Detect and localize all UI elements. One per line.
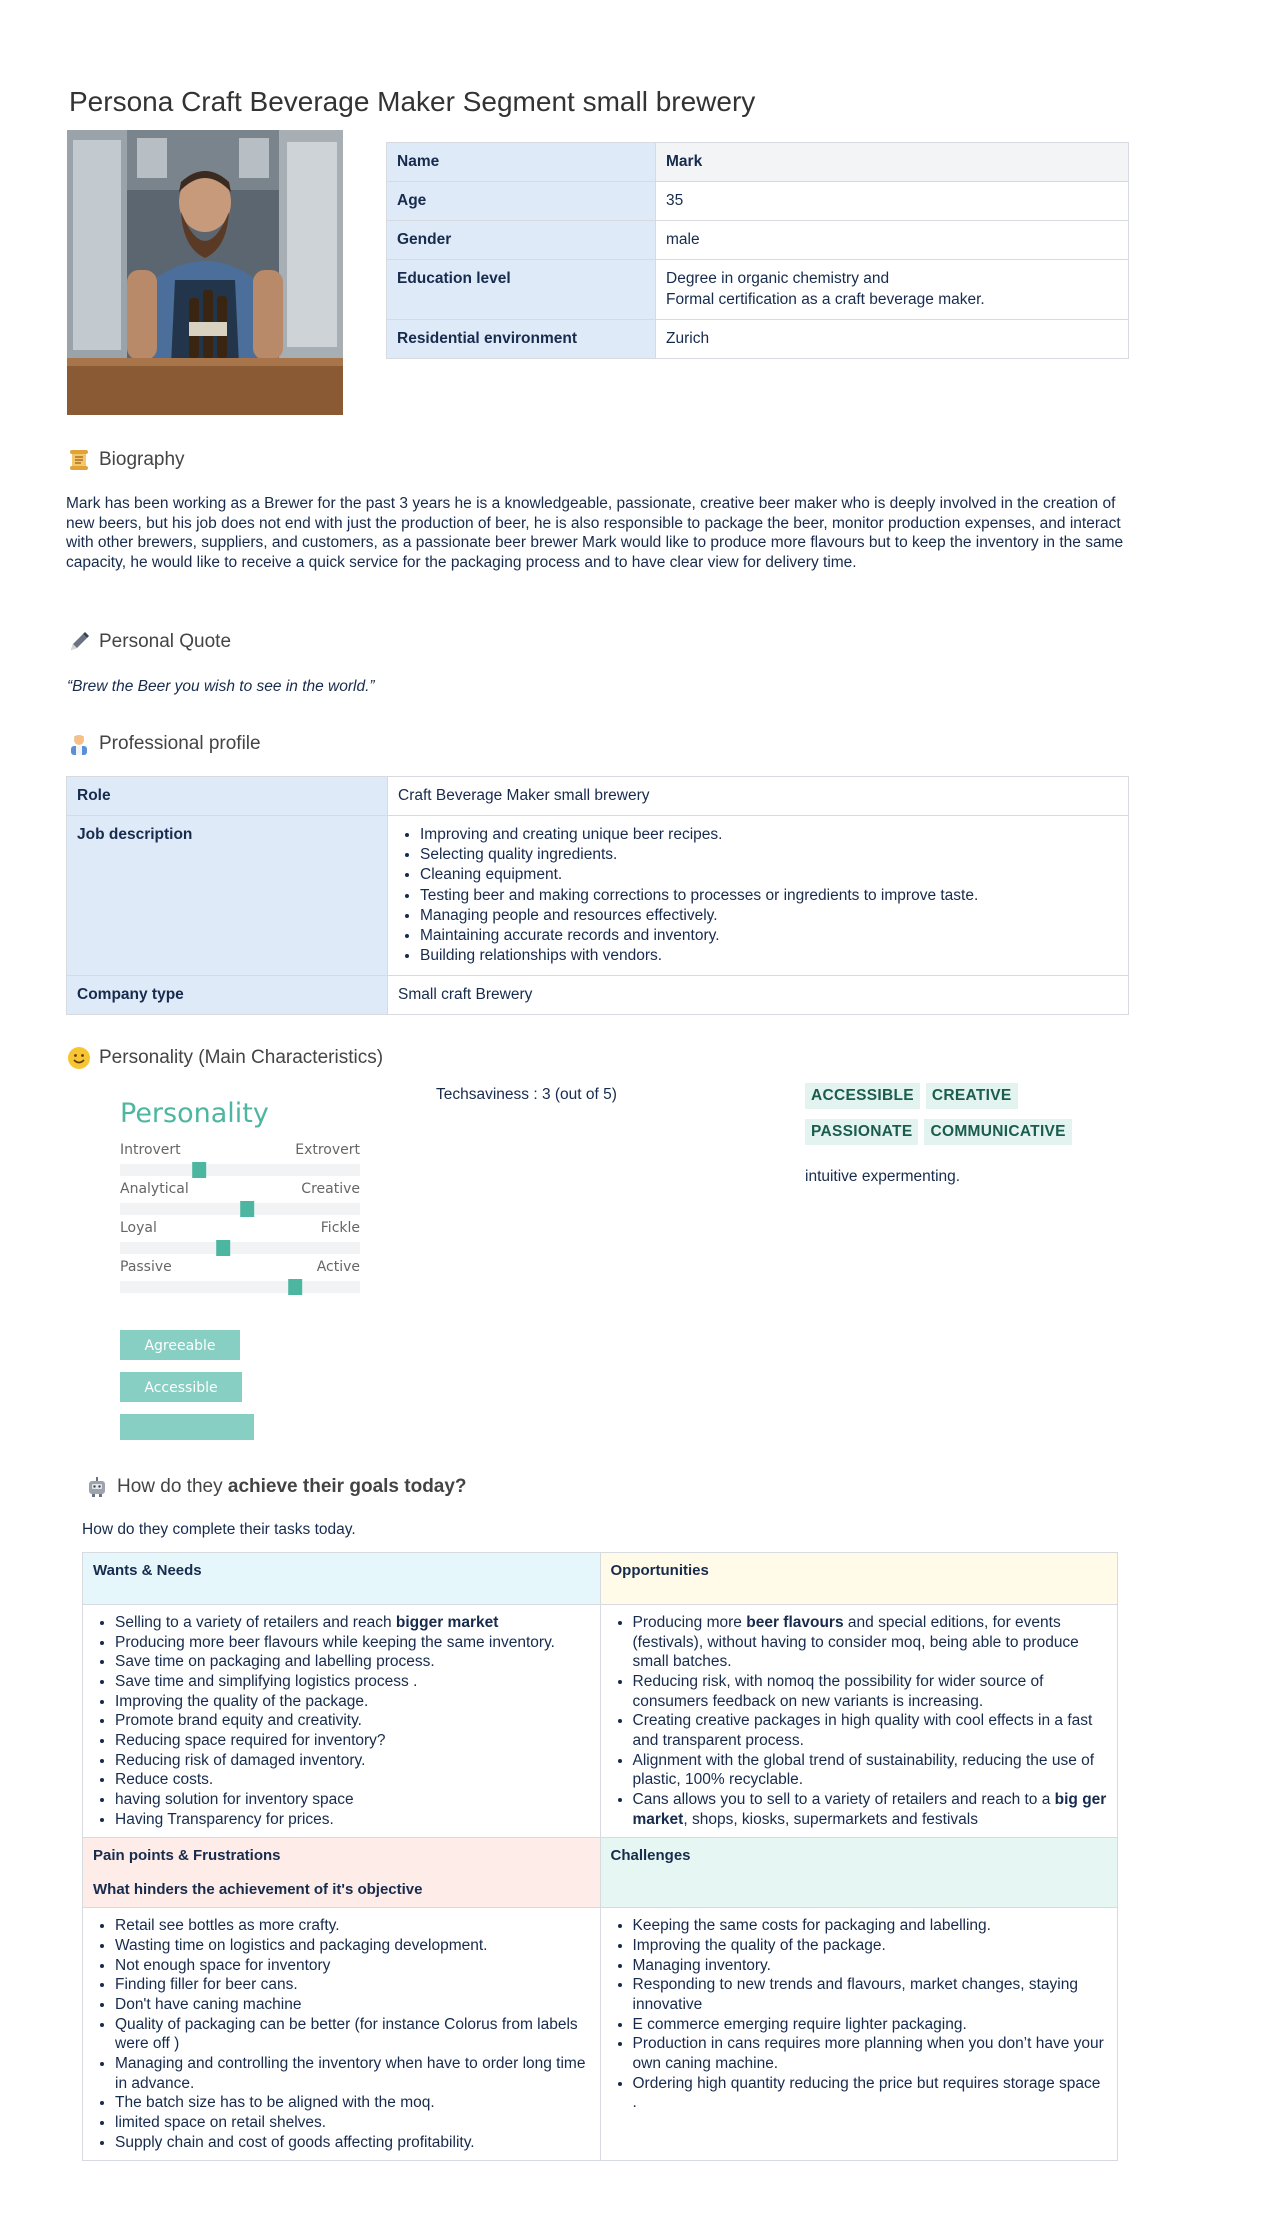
list-item	[115, 1692, 590, 1712]
list-item	[115, 1711, 590, 1731]
section-title: Personality (Main Characteristics)	[99, 1047, 384, 1068]
personality-chip-label: Accessible	[144, 1380, 218, 1396]
wants-cell	[83, 1605, 601, 1838]
goals-title-bold: achieve their goals today?	[227, 1476, 467, 1497]
list-item-text: Cans allows you to sell to a variety of retailers and reach to a	[632, 1791, 1055, 1809]
table-row	[83, 1553, 1118, 1605]
goals-title	[117, 1475, 467, 1500]
list-item	[633, 1936, 1108, 1956]
list-item-text: Selling to a variety of retailers and reach	[115, 1614, 396, 1631]
table-row	[67, 976, 1129, 1015]
list-item	[115, 2133, 590, 2153]
list-item-text: Creating creative packages in high quality with cool effects in a fast and transparent process.	[632, 1712, 1093, 1750]
biography-heading	[67, 448, 185, 473]
list-item-text: The batch size has to be aligned with the moq.	[115, 2094, 435, 2112]
list-item-text: Managing and controlling the inventory when have to order long time in advance.	[115, 2055, 586, 2092]
wants-list	[93, 1613, 590, 1829]
goals-grid	[82, 1552, 1118, 2161]
list-item-text: Wasting time on logistics and packaging development.	[115, 1937, 488, 1955]
company-label: Company type	[67, 976, 388, 1015]
personality-tag: PASSIONATE	[805, 1119, 918, 1145]
list-item	[115, 2093, 590, 2113]
slider-right-label: Fickle	[320, 1220, 360, 1236]
list-item	[115, 1672, 590, 1692]
list-item	[115, 1633, 590, 1653]
company-value: Small craft Brewery	[388, 976, 1129, 1015]
slider-handle	[240, 1201, 254, 1217]
table-row	[387, 260, 1129, 319]
pain-list	[93, 1916, 590, 2152]
wants-header: Wants & Needs	[83, 1553, 601, 1605]
list-item	[115, 1770, 590, 1790]
list-item-text: Don't have caning machine	[115, 1996, 302, 2014]
slider-track	[120, 1164, 360, 1176]
table-row	[67, 816, 1129, 976]
list-item-text: E commerce emerging require lighter packaging.	[632, 2015, 967, 2033]
section-title: Professional profile	[99, 733, 261, 754]
info-value: Zurich	[656, 319, 1129, 358]
list-item-text: Keeping the same costs for packaging and labelling.	[632, 1917, 991, 1935]
table-row	[67, 777, 1129, 816]
list-item: • Selecting quality ingredients.	[420, 845, 1118, 865]
slider-right-label: Creative	[301, 1181, 360, 1197]
pain-header	[83, 1838, 601, 1908]
pen-icon	[67, 630, 91, 654]
list-item	[633, 1672, 1108, 1711]
biography-text: Mark has been working as a Brewer for the past 3 years he is a knowledgeable, passionate, creative beer maker who is deeply involved in the creation of new beers, but his job does not end with just the production of beer, he is also responsible to package the beer, monitor production expenses, and interact with other brewers, suppliers, and customers, as a passionate beer brewer Mark would like to produce more flavours but to keep the inventory in the same capacity, he would like to receive a quick service for the packaging process and to have clear view for delivery time.	[66, 495, 1124, 572]
job-description	[388, 816, 1129, 976]
challenges-list	[611, 1916, 1108, 2113]
techsaviness-label: Techsaviness : 3 (out of 5)	[436, 1086, 617, 1103]
role-value: Craft Beverage Maker small brewery	[388, 777, 1129, 816]
challenges-header: Challenges	[600, 1838, 1118, 1908]
list-item-text: , shops, kiosks, supermarkets and festivals	[683, 1810, 978, 1828]
list-item	[633, 1956, 1108, 1976]
list-item-text: Retail see bottles as more crafty.	[115, 1917, 340, 1935]
personality-chart	[110, 1090, 380, 1440]
list-item	[115, 1810, 590, 1830]
list-item	[115, 1956, 590, 1976]
slider-handle	[288, 1279, 302, 1295]
list-item-text: Managing inventory.	[632, 1956, 771, 1974]
professional-table	[66, 776, 1129, 1015]
list-item	[633, 2034, 1108, 2073]
personality-note: intuitive expermenting.	[805, 1168, 961, 1185]
list-item	[115, 1613, 590, 1633]
list-item-text: having solution for inventory space	[115, 1791, 354, 1809]
list-item-bold: big ger market	[632, 1791, 1107, 1828]
personality-chart-title: Personality	[120, 1098, 269, 1129]
list-item	[115, 1936, 590, 1956]
list-item: • Building relationships with vendors.	[420, 946, 1118, 966]
list-item-text: Production in cans requires more planning when you don’t have your own caning machine.	[632, 2035, 1104, 2073]
list-item-text: Finding filler for beer cans.	[115, 1976, 298, 1994]
personal-quote: “Brew the Beer you wish to see in the world.”	[67, 678, 375, 695]
smiley-icon	[67, 1046, 91, 1070]
list-item-text: Not enough space for inventory	[115, 1956, 331, 1974]
personality-tag: COMMUNICATIVE	[924, 1119, 1071, 1145]
info-key: Name	[387, 143, 656, 182]
list-item-text: Improving the quality of the package.	[632, 1937, 886, 1955]
info-value: Mark	[656, 143, 1129, 182]
persona-info-table	[386, 142, 1129, 359]
table-row	[387, 182, 1129, 221]
table-row	[387, 143, 1129, 182]
table-row	[83, 1908, 1118, 2161]
pain-subtitle: What hinders the achievement of it's objective	[93, 1880, 423, 1898]
slider-track	[120, 1203, 360, 1215]
personality-heading	[67, 1046, 383, 1071]
list-item	[115, 1652, 590, 1672]
office-worker-icon	[67, 732, 91, 756]
list-item-text: Alignment with the global trend of sustainability, reducing the use of plastic, 100% recyclable.	[632, 1751, 1095, 1789]
list-item	[115, 1916, 590, 1936]
slider-track	[120, 1242, 360, 1254]
list-item	[115, 2113, 590, 2133]
personality-tag: ACCESSIBLE	[805, 1083, 920, 1109]
info-value: male	[656, 221, 1129, 260]
job-label: Job description	[67, 816, 388, 976]
slider-left-label: Analytical	[120, 1181, 189, 1197]
goals-heading	[85, 1475, 467, 1500]
table-row	[387, 221, 1129, 260]
list-item-text: Improving the quality of the package.	[115, 1692, 369, 1710]
list-item-bold: bigger market	[395, 1614, 499, 1631]
section-title: Biography	[99, 449, 185, 470]
list-item	[115, 2054, 590, 2093]
quote-heading	[67, 630, 231, 655]
list-item: • Maintaining accurate records and inventory.	[420, 926, 1118, 946]
list-item-text: Reducing space required for inventory?	[115, 1732, 386, 1750]
table-row	[83, 1838, 1118, 1908]
list-item-text: limited space on retail shelves.	[115, 2114, 327, 2132]
education-line: Degree in organic chemistry and	[666, 270, 890, 288]
list-item-text: Reduce costs.	[115, 1771, 214, 1789]
opportunities-list	[611, 1613, 1108, 1829]
challenges-cell	[600, 1908, 1118, 2161]
list-item	[115, 1995, 590, 2015]
list-item-text: and special editions, for events (festivals), without having to consider moq, being able to produce small batches.	[632, 1614, 1079, 1671]
list-item: • Cleaning equipment.	[420, 865, 1118, 885]
list-item	[633, 1711, 1108, 1750]
persona-photo	[67, 130, 343, 415]
list-item-text: Producing more beer flavours while keeping the same inventory.	[115, 1633, 555, 1651]
list-item-bold: beer flavours	[746, 1614, 844, 1631]
list-item-text: Quality of packaging can be better (for instance Colorus from labels were off )	[115, 2015, 578, 2053]
education-line: Formal certification as a craft beverage maker.	[666, 290, 985, 308]
job-list	[398, 825, 1118, 966]
list-item	[633, 1613, 1108, 1672]
list-item	[633, 1790, 1108, 1829]
list-item	[115, 2015, 590, 2054]
slider-handle	[192, 1162, 206, 1178]
goals-subtitle: How do they complete their tasks today.	[82, 1521, 356, 1538]
slider-right-label: Extrovert	[295, 1142, 360, 1158]
slider-left-label: Loyal	[120, 1220, 157, 1236]
list-item-text: Having Transparency for prices.	[115, 1810, 334, 1828]
goals-title-prefix: How do they	[117, 1476, 228, 1497]
pain-title: Pain points & Frustrations	[93, 1847, 281, 1865]
list-item: • Testing beer and making corrections to processes or ingredients to improve taste.	[420, 886, 1118, 906]
list-item-text: Supply chain and cost of goods affecting profitability.	[115, 2133, 475, 2151]
info-key: Education level	[387, 260, 656, 319]
slider-left-label: Passive	[120, 1259, 172, 1275]
info-value	[656, 260, 1129, 319]
table-row	[387, 319, 1129, 358]
list-item-text: Reducing risk of damaged inventory.	[115, 1751, 366, 1769]
opportunities-cell	[600, 1605, 1118, 1838]
page-title: Persona Craft Beverage Maker Segment small brewery	[69, 86, 756, 117]
list-item-text: Save time and simplifying logistics process .	[115, 1673, 418, 1691]
list-item	[633, 2015, 1108, 2035]
list-item	[633, 1916, 1108, 1936]
list-item-text: Save time on packaging and labelling process.	[115, 1653, 435, 1671]
robot-icon	[85, 1475, 109, 1499]
slider-handle	[216, 1240, 230, 1256]
info-key: Gender	[387, 221, 656, 260]
list-item	[633, 2074, 1108, 2113]
list-item: • Managing people and resources effectively.	[420, 906, 1118, 926]
personality-chip-label: Agreeable	[144, 1338, 216, 1354]
section-title: Personal Quote	[99, 631, 232, 652]
list-item	[115, 1975, 590, 1995]
list-item	[115, 1731, 590, 1751]
list-item-text: Producing more	[632, 1614, 747, 1631]
info-key: Age	[387, 182, 656, 221]
info-value: 35	[656, 182, 1129, 221]
list-item: • Improving and creating unique beer recipes.	[420, 825, 1118, 845]
list-item	[633, 1751, 1108, 1790]
list-item	[633, 1975, 1108, 2014]
list-item-text: Promote brand equity and creativity.	[115, 1712, 362, 1730]
professional-heading	[67, 732, 261, 757]
personality-tags	[805, 1083, 1105, 1155]
list-item-text: Responding to new trends and flavours, market changes, staying innovative	[632, 1976, 1078, 2014]
slider-right-label: Active	[316, 1259, 360, 1275]
pain-cell	[83, 1908, 601, 2161]
list-item-text: Ordering high quantity reducing the price but requires storage space .	[632, 2074, 1101, 2112]
personality-tag: CREATIVE	[926, 1083, 1018, 1109]
personality-chip-partial	[120, 1414, 254, 1440]
scroll-icon	[67, 448, 91, 472]
opportunities-header: Opportunities	[600, 1553, 1118, 1605]
info-key: Residential environment	[387, 319, 656, 358]
list-item	[115, 1790, 590, 1810]
slider-left-label: Introvert	[120, 1142, 181, 1158]
list-item	[115, 1751, 590, 1771]
role-label: Role	[67, 777, 388, 816]
table-row	[83, 1605, 1118, 1838]
list-item-text: Reducing risk, with nomoq the possibility for wider source of consumers feedback on new variants is increasing.	[632, 1673, 1044, 1710]
slider-track	[120, 1281, 360, 1293]
